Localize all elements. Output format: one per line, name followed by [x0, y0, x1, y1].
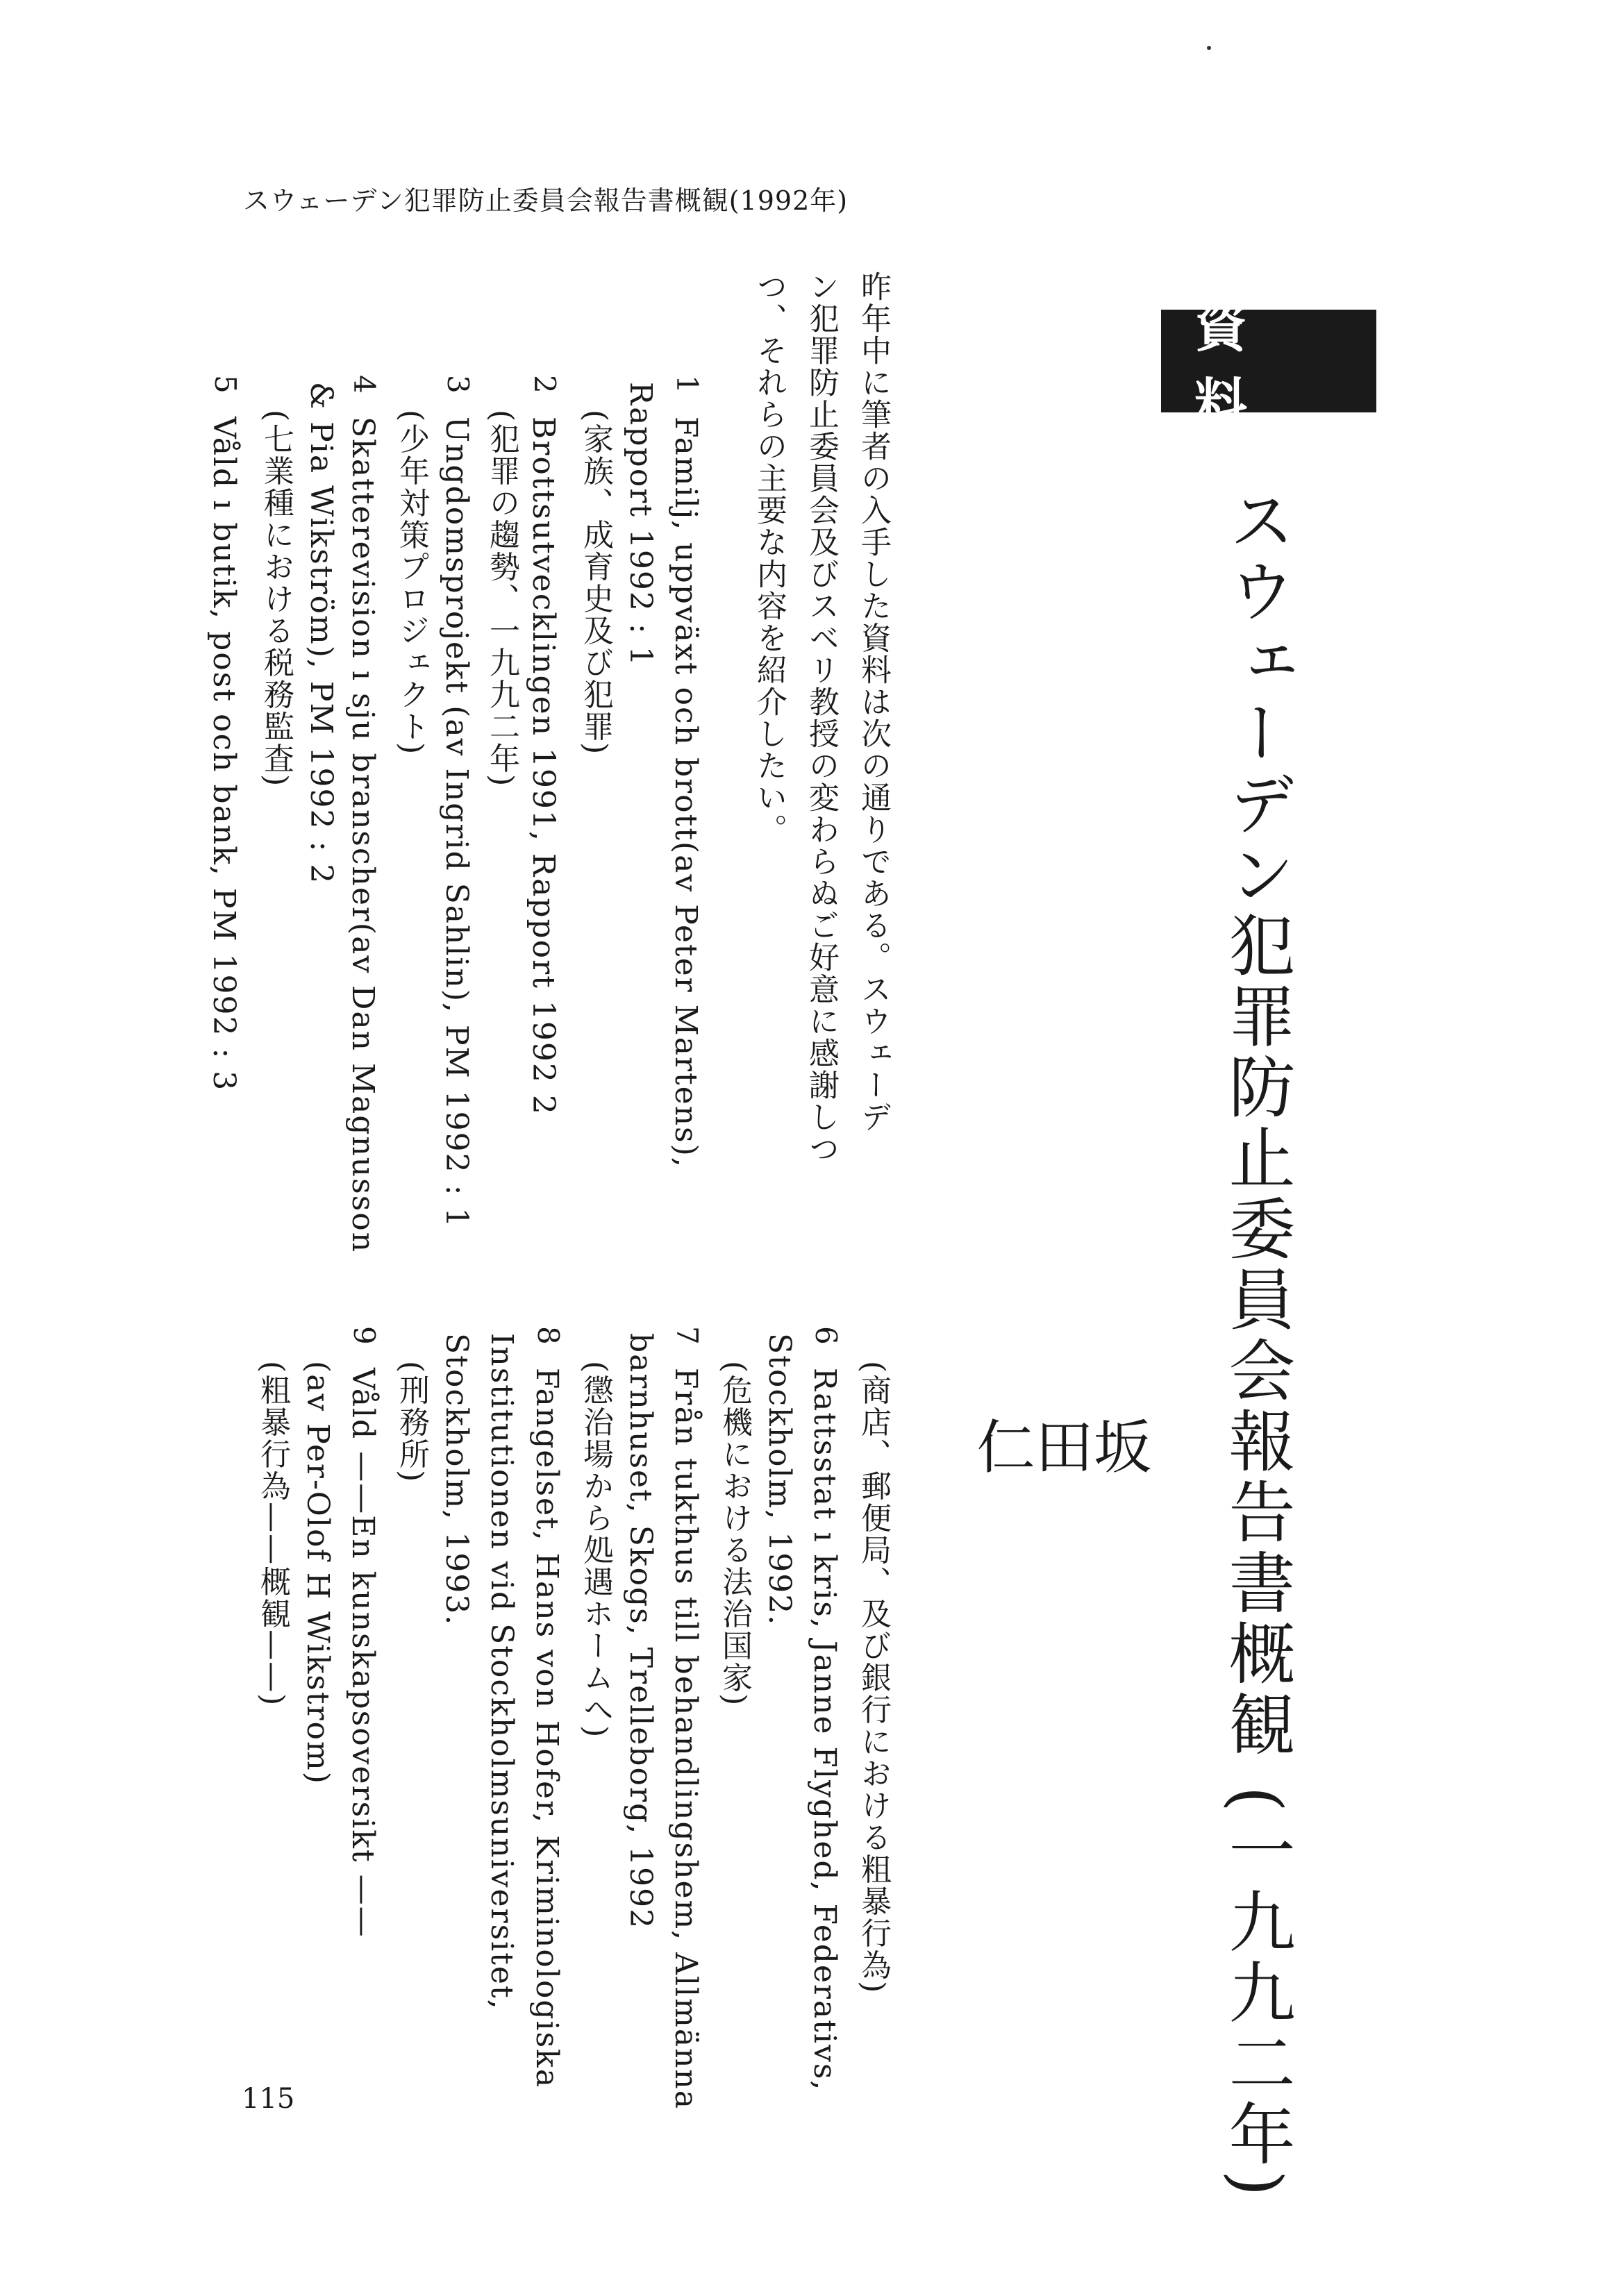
item-number: 1: [670, 375, 704, 394]
item-line: & Pia Wikström), PM 1992 : 2: [303, 382, 339, 885]
item-number: 5: [208, 375, 242, 394]
author-char: 仁: [967, 1416, 1035, 1475]
item-number: 9: [347, 1326, 381, 1345]
item-number: 6: [809, 1326, 843, 1345]
page-number: 115: [242, 2083, 295, 2115]
section-badge: 資 料: [1161, 310, 1376, 412]
item-number: 4: [347, 375, 381, 394]
item-line: barnhuset, Skogs, Trelleborg, 1992: [623, 1333, 658, 1930]
item-line: Våld ——En kunskapsoversikt ——: [345, 1368, 381, 1938]
article-title: スウェーデン犯罪防止委員会報告書概観 (一九九二年): [1218, 486, 1296, 2201]
item-line: Rapport 1992 : 1: [623, 382, 658, 667]
item-line: (家族、成育史及び犯罪): [578, 410, 613, 756]
item-line: Stockholm, 1993.: [439, 1333, 474, 1627]
item-line: Stockholm, 1992.: [762, 1333, 797, 1627]
item-line: (懲治場から処遇ホームへ): [578, 1361, 613, 1739]
item-line: (刑務所): [394, 1361, 429, 1484]
item-line: (七業種における税務監査): [258, 410, 294, 788]
item-line: Ungdomsprojekt (av Ingrid Sahlin), PM 1992 : 1: [439, 417, 474, 1229]
item-line: (商店、郵便局、及び銀行における粗暴行為): [856, 1361, 891, 1995]
running-header: スウェーデン犯罪防止委員会報告書概観(1992年): [243, 185, 849, 216]
stray-mark: [1207, 46, 1211, 50]
intro-line: ン犯罪防止委員会及びスベリ教授の変わらぬご好意に感謝しつ: [803, 271, 839, 1165]
item-line: Fangelset, Hans von Hofer, Kriminologiska: [529, 1368, 565, 2089]
item-number: 2: [528, 375, 562, 394]
item-line: Från tukthus till behandlingshem, Allmänna: [668, 1368, 703, 2110]
author-name: [967, 1416, 1152, 1648]
item-number: 3: [441, 375, 475, 394]
author-char: 田: [1026, 1416, 1094, 1475]
item-line: (少年対策プロジェクト): [394, 410, 429, 756]
item-line: Rattsstat ı kris, Janne Flyghed, Federativs,: [807, 1368, 842, 2092]
intro-line: 昨年中に筆者の入手した資料は次の通りである。スウェーデ: [856, 271, 891, 1133]
item-line: Brottsutvecklingen 1991, Rapport 1992 2: [526, 417, 561, 1116]
item-line: (粗暴行為——概観——): [255, 1361, 290, 1707]
item-line: (危機における法治国家): [717, 1361, 752, 1707]
item-line: Skatterevision ı sju branscher(av Dan Magnusson: [345, 417, 381, 1254]
item-line: (av Per-Olof H Wikstrom): [300, 1361, 335, 1785]
item-line: Institutionen vid Stockholmsuniversitet,: [484, 1333, 519, 2011]
intro-line: つ、それらの主要な内容を紹介したい。: [751, 271, 787, 846]
item-number: 7: [670, 1326, 704, 1345]
item-number: 8: [531, 1326, 565, 1345]
author-char: 坂: [1084, 1416, 1152, 1475]
item-line: Familj, uppväxt och brott(av Peter Martens),: [668, 417, 703, 1168]
item-line: (犯罪の趨勢、一九九二年): [484, 410, 519, 788]
item-line: Våld ı butik, post och bank, PM 1992 : 3: [206, 417, 242, 1092]
